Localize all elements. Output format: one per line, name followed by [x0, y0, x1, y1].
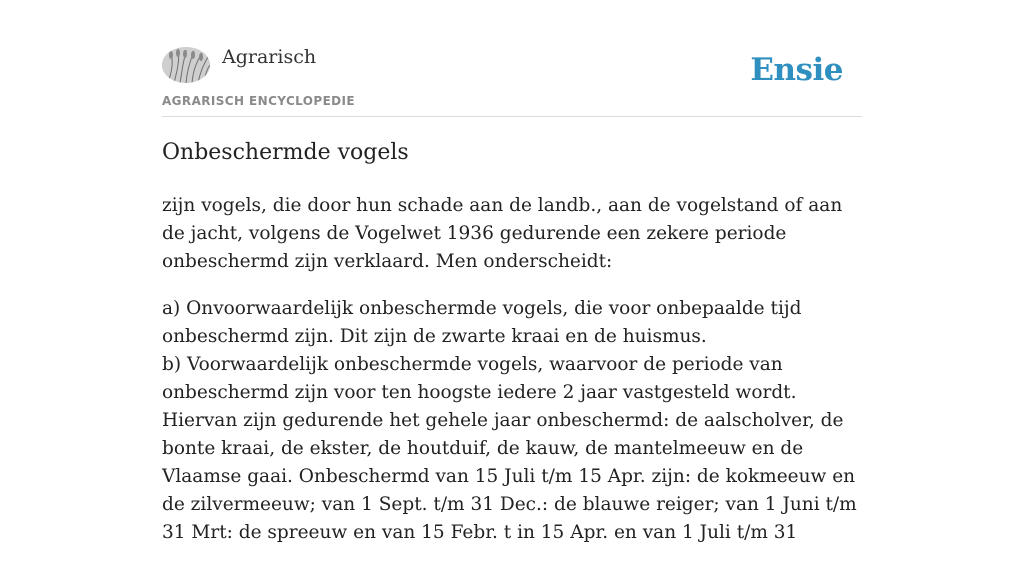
article-body: [162, 192, 862, 566]
brand-logo[interactable]: Ensie: [750, 52, 843, 88]
wheat-photo-icon[interactable]: [162, 47, 210, 83]
page-title: Onbeschermde vogels: [162, 140, 409, 165]
paragraph-a: a) Onvoorwaardelijk onbeschermde vogels, die voor onbepaalde tijd onbeschermd zijn. Dit zijn de zwarte kraai en de huismus.: [162, 298, 802, 347]
page: [162, 0, 862, 543]
paragraph-intro: zijn vogels, die door hun schade aan de landb., aan de vogelstand of aan de jacht, volgens de Vogelwet 1936 gedurende een zekere periode onbeschermd zijn verklaard. Men onderscheidt:: [162, 195, 843, 272]
source-title[interactable]: Agrarisch: [222, 46, 317, 68]
header: [162, 0, 862, 117]
source-subtitle: AGRARISCH ENCYCLOPEDIE: [162, 94, 355, 108]
paragraph-b: b) Voorwaardelijk onbeschermde vogels, waarvoor de periode van onbeschermd zijn voor ten hoogste iedere 2 jaar vastgesteld wordt. Hiervan zijn gedurende het gehele jaar onbeschermd: de aalscholver, de bonte kraai, de ekster, de houtduif, de kauw, de mantelmeeuw en de Vlaamse gaai. Onbeschermd van 15 Juli t/m 15 Apr. zijn: de kokmeeuw en de zilvermeeuw; van 1 Sept. t/m 31 Dec.: de blauwe reiger; van 1 Juni t/m 31 Mrt: de spreeuw en van 15 Febr. t in 15 Apr. en van 1 Juli t/m 31: [162, 354, 857, 543]
